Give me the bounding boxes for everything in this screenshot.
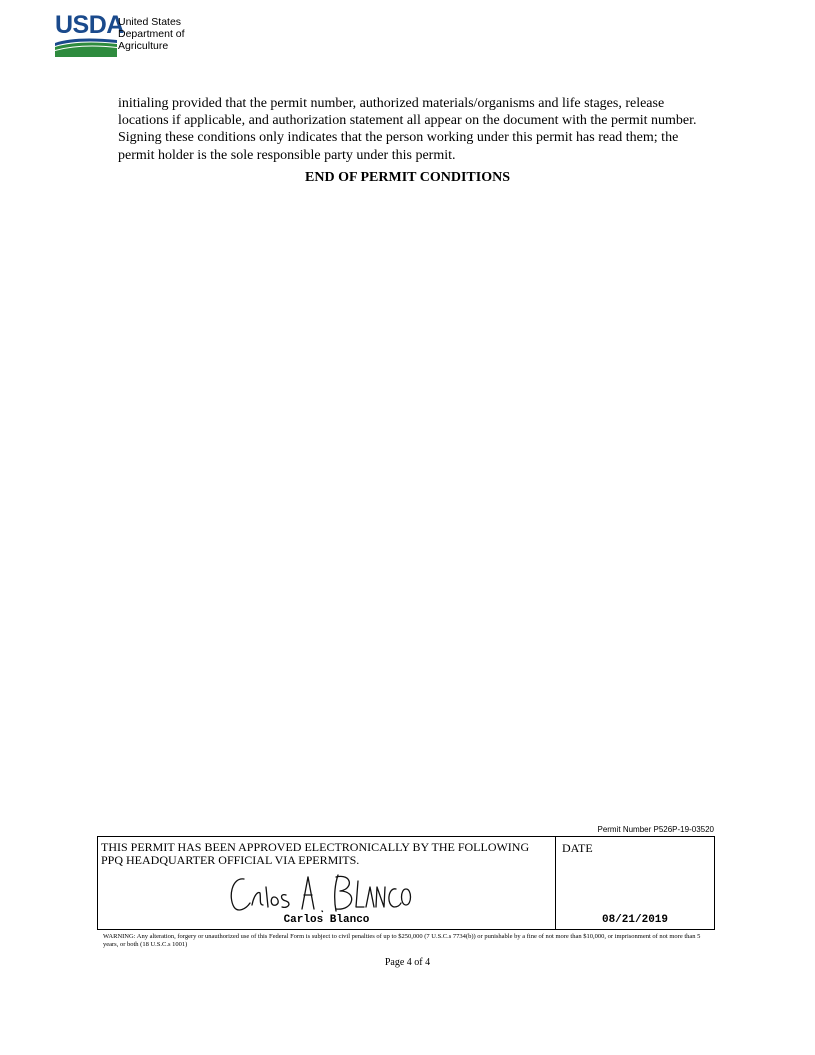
approval-statement-cell [98,837,556,929]
date-label: DATE [562,841,593,855]
permit-number: Permit Number P526P-19-03520 [597,825,714,834]
agency-line: Agriculture [118,40,169,52]
usda-landscape-icon [55,37,117,57]
page-number: Page 4 of 4 [384,957,431,968]
handwritten-signature [226,867,416,917]
agency-line: Department of [118,28,185,40]
approval-box [97,836,715,930]
agency-line: United States [118,16,182,28]
signer-name: Carlos Blanco [283,914,370,926]
usda-wordmark: USDA [55,11,124,39]
legal-warning: WARNING: Any alteration, forgery or unauthorized use of this Federal Form is subject to civil penalties of up to $250,000 (7 U.S.C.s 7734(b)) or punishable by a fine of not more than $10,000, or imprisonment of not more than 5 years, or both (18 U.S.C.s 1001) [103,933,701,948]
date-value: 08/21/2019 [601,914,668,926]
end-of-conditions-heading: END OF PERMIT CONDITIONS [305,170,510,185]
agency-name [118,16,185,52]
date-cell [556,837,714,929]
usda-logo [55,12,215,60]
approval-statement: THIS PERMIT HAS BEEN APPROVED ELECTRONICALLY BY THE FOLLOWING PPQ HEADQUARTER OFFICIAL VIA EPERMITS. [101,840,530,867]
conditions-paragraph: initialing provided that the permit number, authorized materials/organisms and life stages, release locations if applicable, and authorization statement all appear on the document with the permit number. Signing these conditions only indicates that the person working under this permit has read them; the permit holder is the sole responsible party under this permit. [118,96,697,163]
